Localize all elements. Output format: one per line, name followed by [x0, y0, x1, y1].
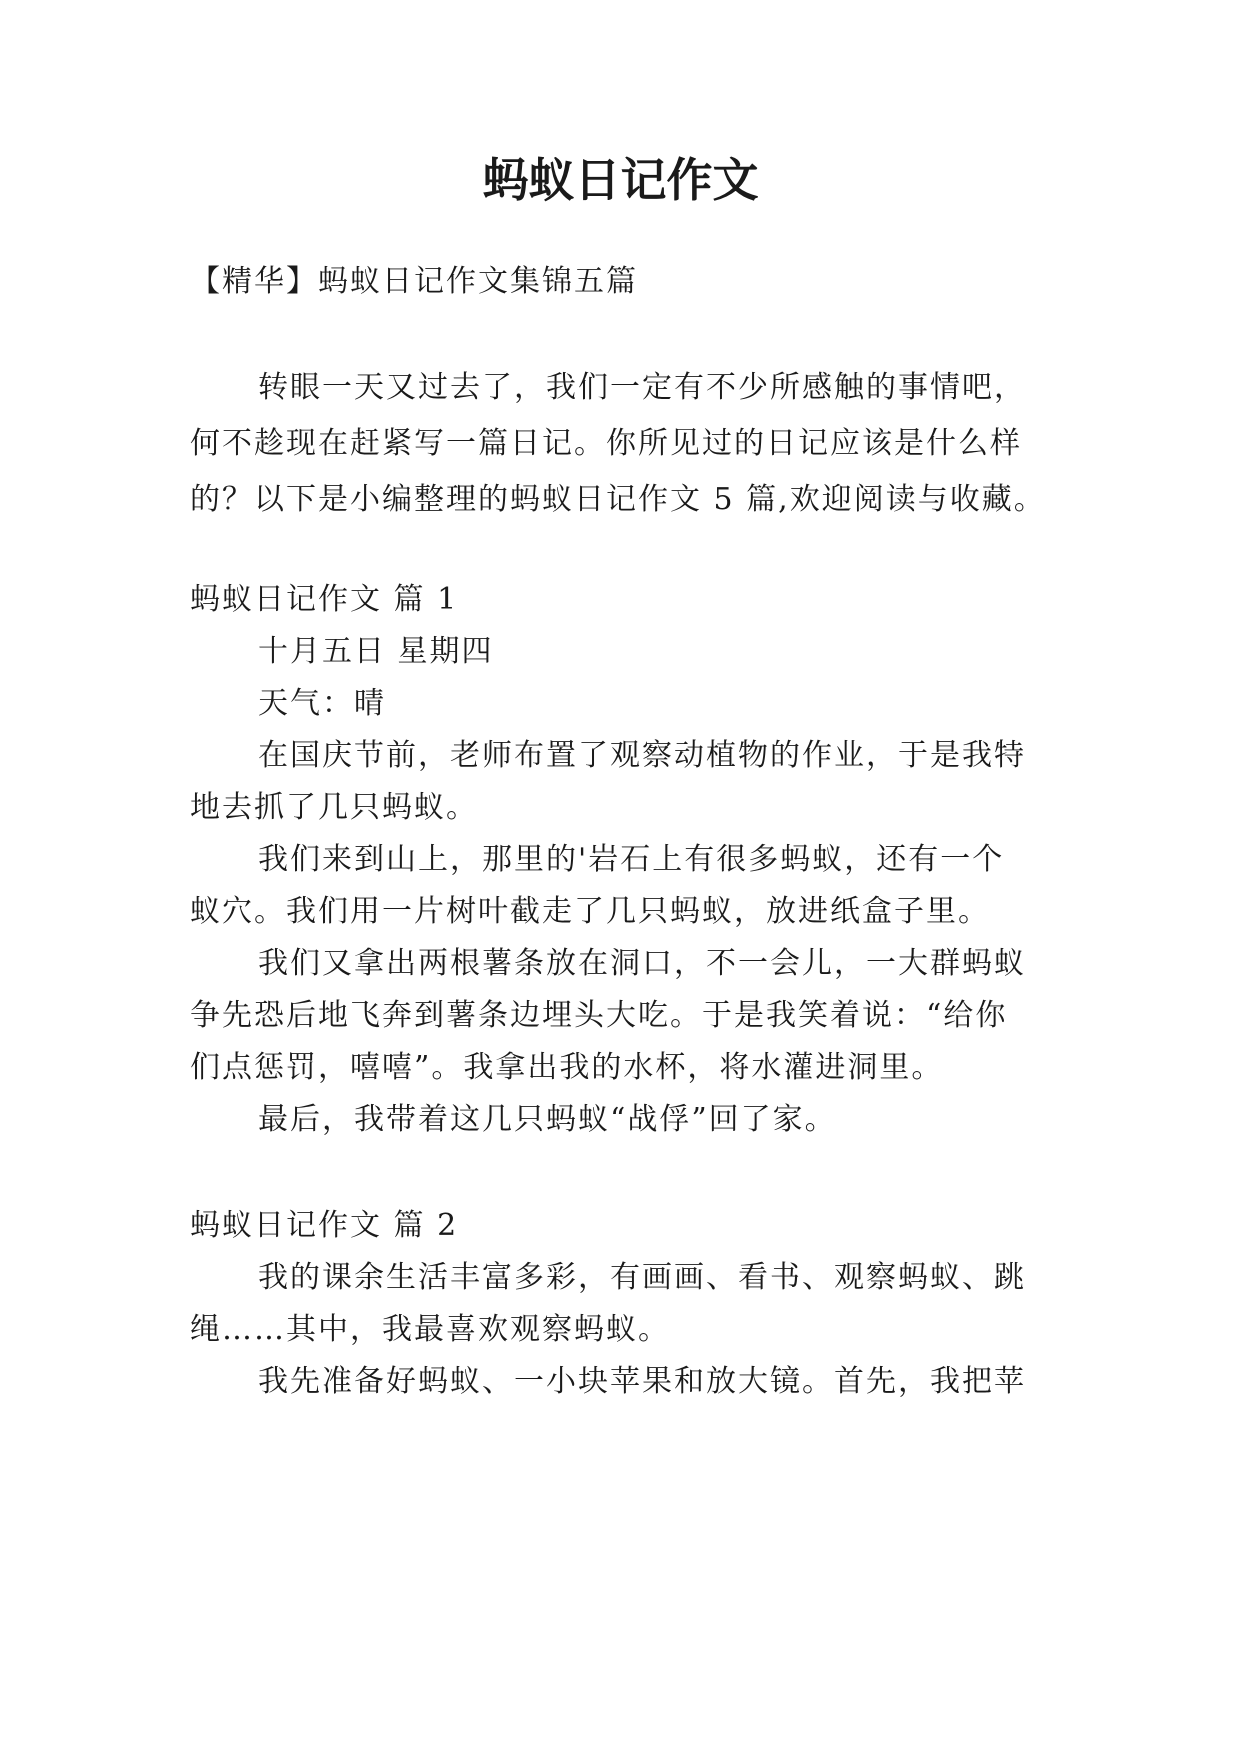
document-subtitle: 【精华】蚂蚁日记作文集锦五篇 [190, 264, 638, 299]
intro-line-3: 的？以下是小编整理的蚂蚁日记作文 5 篇,欢迎阅读与收藏。 [190, 482, 1046, 517]
section-2-line-3: 我先准备好蚂蚁、一小块苹果和放大镜。首先，我把苹 [258, 1364, 1026, 1399]
intro-line-1: 转眼一天又过去了，我们一定有不少所感触的事情吧， [258, 370, 1026, 405]
section-1-line-5: 我们又拿出两根薯条放在洞口，不一会儿，一大群蚂蚁 [258, 946, 1026, 981]
section-1-line-6: 争先恐后地飞奔到薯条边埋头大吃。于是我笑着说：“给你 [190, 998, 1008, 1033]
section-2-heading: 蚂蚁日记作文 篇 2 [190, 1208, 459, 1243]
section-1-line-1: 在国庆节前，老师布置了观察动植物的作业，于是我特 [258, 738, 1026, 773]
section-1-line-2: 地去抓了几只蚂蚁。 [190, 790, 478, 825]
section-2-line-2: 绳……其中，我最喜欢观察蚂蚁。 [190, 1312, 670, 1347]
section-1-heading: 蚂蚁日记作文 篇 1 [190, 582, 459, 617]
section-1-line-7: 们点惩罚，嘻嘻”。我拿出我的水杯，将水灌进洞里。 [190, 1050, 944, 1085]
section-2-line-1: 我的课余生活丰富多彩，有画画、看书、观察蚂蚁、跳 [258, 1260, 1026, 1295]
section-1-line-4: 蚁穴。我们用一片树叶截走了几只蚂蚁，放进纸盒子里。 [190, 894, 990, 929]
document-title: 蚂蚁日记作文 [482, 153, 759, 207]
section-1-date: 十月五日 星期四 [258, 634, 494, 669]
section-1-line-3: 我们来到山上，那里的'岩石上有很多蚂蚁，还有一个 [258, 842, 1005, 877]
section-1-line-8: 最后，我带着这几只蚂蚁“战俘”回了家。 [258, 1102, 837, 1137]
intro-line-2: 何不趁现在赶紧写一篇日记。你所见过的日记应该是什么样 [190, 426, 1022, 461]
section-1-weather: 天气：晴 [258, 686, 386, 721]
